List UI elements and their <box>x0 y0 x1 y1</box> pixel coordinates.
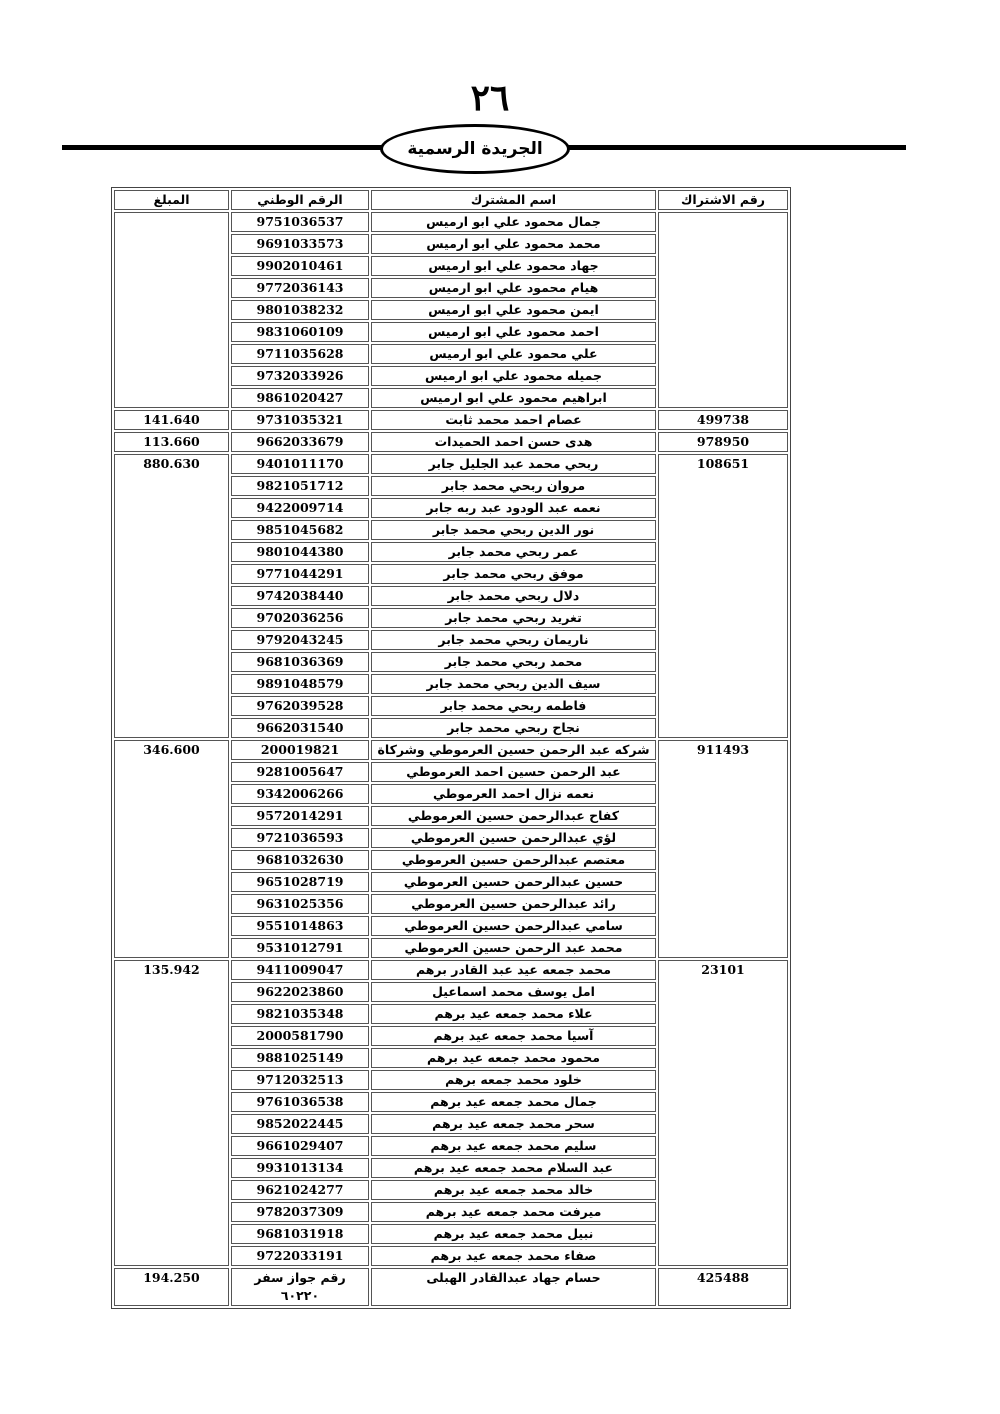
subscriber-name-cell: ايمن محمود علي ابو ارميس <box>371 300 656 320</box>
national-id-cell: 9771044291 <box>231 564 369 584</box>
national-id-cell: 9711035628 <box>231 344 369 364</box>
subscriber-name-cell: نبيل محمد جمعه عيد برهم <box>371 1224 656 1244</box>
subscriber-name-cell: حسين عبدالرحمن حسين العرموطي <box>371 872 656 892</box>
subscription-cell: 108651 <box>658 454 788 738</box>
national-id-cell: 9852022445 <box>231 1114 369 1134</box>
subscriber-name-cell: علاء محمد جمعه عيد برهم <box>371 1004 656 1024</box>
column-header-subscription: رقم الاشتراك <box>658 190 788 210</box>
subscriber-name-cell: ابراهيم محمود علي ابو ارميس <box>371 388 656 408</box>
subscriber-name-cell: نعمه نزال احمد العرموطي <box>371 784 656 804</box>
table-row <box>114 432 788 452</box>
national-id-cell: 200019821 <box>231 740 369 760</box>
subscriber-name-cell: حسام جهاد عبدالقادر الهبلى <box>371 1268 656 1306</box>
national-id-cell: 9721036593 <box>231 828 369 848</box>
subscriber-name-cell: سيف الدين ربحي محمد جابر <box>371 674 656 694</box>
subscriber-name-cell: نعمه عبد الودود عبد ربه جابر <box>371 498 656 518</box>
subscriber-name-cell: احمد محمود علي ابو ارميس <box>371 322 656 342</box>
subscriber-name-cell: مروان ربحي محمد جابر <box>371 476 656 496</box>
subscriber-name-cell: لؤي عبدالرحمن حسين العرموطي <box>371 828 656 848</box>
national-id-cell: 9792043245 <box>231 630 369 650</box>
table-body <box>114 212 788 1266</box>
page-number: ٢٦ <box>470 77 510 119</box>
national-id-cell: 9281005647 <box>231 762 369 782</box>
national-id-cell: 9691033573 <box>231 234 369 254</box>
subscriber-name-cell: نور الدين ربحي محمد جابر <box>371 520 656 540</box>
national-id-cell: 9551014863 <box>231 916 369 936</box>
national-id-cell: 9722033191 <box>231 1246 369 1266</box>
subscriber-name-cell: عصام احمد محمد ثابت <box>371 410 656 430</box>
subscriber-name-cell: آسيا محمد جمعه عيد برهم <box>371 1026 656 1046</box>
subscriber-name-cell: عبد الرحمن حسين احمد العرموطي <box>371 762 656 782</box>
subscription-cell <box>658 212 788 408</box>
national-id-cell: 9772036143 <box>231 278 369 298</box>
national-id-cell: 9931013134 <box>231 1158 369 1178</box>
subscriber-name-cell: خالد محمد جمعه عيد برهم <box>371 1180 656 1200</box>
national-id-cell: 9801044380 <box>231 542 369 562</box>
subscriber-name-cell: جميله محمود علي ابو ارميس <box>371 366 656 386</box>
subscriber-name-cell: كفاح عبدالرحمن حسين العرموطي <box>371 806 656 826</box>
subscriber-name-cell: امل يوسف محمد اسماعيل <box>371 982 656 1002</box>
national-id-cell: 9631025356 <box>231 894 369 914</box>
table-row <box>114 740 788 760</box>
national-id-cell: 9622023860 <box>231 982 369 1002</box>
national-id-cell: 9732033926 <box>231 366 369 386</box>
subscription-cell: 425488 <box>658 1268 788 1306</box>
amount-cell: 346.600 <box>114 740 229 958</box>
subscriber-name-cell: رائد عبدالرحمن حسين العرموطي <box>371 894 656 914</box>
subscriber-name-cell: عبد السلام محمد جمعه عيد برهم <box>371 1158 656 1178</box>
subscriber-name-cell: محمود محمد جمعه عيد برهم <box>371 1048 656 1068</box>
national-id-cell: 9742038440 <box>231 586 369 606</box>
national-id-cell: 9831060109 <box>231 322 369 342</box>
subscriber-name-cell: ربحي محمد عبد الجليل جابر <box>371 454 656 474</box>
national-id-cell: 9782037309 <box>231 1202 369 1222</box>
gazette-title: الجريدة الرسمية <box>407 139 543 159</box>
column-header-name: اسم المشترك <box>371 190 656 210</box>
subscriber-name-cell: معتصم عبدالرحمن حسين العرموطي <box>371 850 656 870</box>
passport-cell <box>231 1268 369 1306</box>
amount-cell: 194.250 <box>114 1268 229 1306</box>
table-last-section <box>114 1268 788 1306</box>
subscriber-name-cell: سامي عبدالرحمن حسين العرموطي <box>371 916 656 936</box>
subscriber-name-cell: سحر محمد جمعه عيد برهم <box>371 1114 656 1134</box>
national-id-cell: 9572014291 <box>231 806 369 826</box>
column-header-amount: المبلغ <box>114 190 229 210</box>
subscriber-name-cell: هيام محمود علي ابو ارميس <box>371 278 656 298</box>
subscriber-name-cell: محمد محمود علي ابو ارميس <box>371 234 656 254</box>
national-id-cell: 9881025149 <box>231 1048 369 1068</box>
national-id-cell: 9681032630 <box>231 850 369 870</box>
national-id-cell: 2000581790 <box>231 1026 369 1046</box>
national-id-cell: 9531012791 <box>231 938 369 958</box>
amount-cell: 135.942 <box>114 960 229 1266</box>
national-id-cell: 9751036537 <box>231 212 369 232</box>
subscriber-name-cell: جمال محمود علي ابو ارميس <box>371 212 656 232</box>
national-id-cell: 9422009714 <box>231 498 369 518</box>
national-id-cell: 9762039528 <box>231 696 369 716</box>
subscriber-name-cell: ناريمان ربحي محمد جابر <box>371 630 656 650</box>
national-id-cell: 9411009047 <box>231 960 369 980</box>
national-id-cell: 9681031918 <box>231 1224 369 1244</box>
subscriber-name-cell: خلود محمد جمعه برهم <box>371 1070 656 1090</box>
subscriber-name-cell: محمد عبد الرحمن حسين العرموطي <box>371 938 656 958</box>
national-id-cell: 9661029407 <box>231 1136 369 1156</box>
national-id-cell: 9902010461 <box>231 256 369 276</box>
national-id-cell: 9401011170 <box>231 454 369 474</box>
table-header-row <box>114 190 788 210</box>
subscription-cell: 978950 <box>658 432 788 452</box>
national-id-cell: 9731035321 <box>231 410 369 430</box>
table-row <box>114 454 788 474</box>
amount-cell <box>114 212 229 408</box>
subscriber-name-cell: عمر ربحي محمد جابر <box>371 542 656 562</box>
table-row <box>114 212 788 232</box>
passport-number: ٦٠٢٢٠ <box>280 1288 320 1303</box>
subscriber-name-cell: محمد جمعه عيد عبد القادر برهم <box>371 960 656 980</box>
national-id-cell: 9861020427 <box>231 388 369 408</box>
subscriber-name-cell: هدى حسن احمد الحميدات <box>371 432 656 452</box>
subscriber-name-cell: دلال ربحي محمد جابر <box>371 586 656 606</box>
subscription-cell: 499738 <box>658 410 788 430</box>
subscription-cell: 23101 <box>658 960 788 1266</box>
subscriber-name-cell: تغريد ربحي محمد جابر <box>371 608 656 628</box>
passport-label: رقم جواز سفر <box>254 1270 346 1285</box>
amount-cell: 141.640 <box>114 410 229 430</box>
national-id-cell: 9681036369 <box>231 652 369 672</box>
table-row <box>114 960 788 980</box>
national-id-cell: 9801038232 <box>231 300 369 320</box>
subscriber-name-cell: نجاح ربحي محمد جابر <box>371 718 656 738</box>
subscriber-name-cell: فاطمه ربحي محمد جابر <box>371 696 656 716</box>
national-id-cell: 9651028719 <box>231 872 369 892</box>
subscriber-name-cell: سليم محمد جمعه عيد برهم <box>371 1136 656 1156</box>
amount-cell: 880.630 <box>114 454 229 738</box>
national-id-cell: 9702036256 <box>231 608 369 628</box>
subscription-cell: 911493 <box>658 740 788 958</box>
subscriber-name-cell: علي محمود علي ابو ارميس <box>371 344 656 364</box>
subscriber-name-cell: شركه عبد الرحمن حسين العرموطي وشركاة <box>371 740 656 760</box>
subscriber-name-cell: جهاد محمود علي ابو ارميس <box>371 256 656 276</box>
national-id-cell: 9662033679 <box>231 432 369 452</box>
national-id-cell: 9851045682 <box>231 520 369 540</box>
table-row <box>114 1268 788 1306</box>
subscriber-name-cell: محمد ربحي محمد جابر <box>371 652 656 672</box>
subscriber-name-cell: جمال محمد جمعه عيد برهم <box>371 1092 656 1112</box>
subscriber-name-cell: موفق ربحي محمد جابر <box>371 564 656 584</box>
subscribers-table <box>111 187 791 1309</box>
national-id-cell: 9891048579 <box>231 674 369 694</box>
table-row <box>114 410 788 430</box>
subscriber-name-cell: ميرفت محمد جمعه عيد برهم <box>371 1202 656 1222</box>
column-header-national-id: الرقم الوطني <box>231 190 369 210</box>
national-id-cell: 9821035348 <box>231 1004 369 1024</box>
subscriber-name-cell: صفاء محمد جمعه عيد برهم <box>371 1246 656 1266</box>
national-id-cell: 9621024277 <box>231 1180 369 1200</box>
national-id-cell: 9662031540 <box>231 718 369 738</box>
national-id-cell: 9821051712 <box>231 476 369 496</box>
national-id-cell: 9712032513 <box>231 1070 369 1090</box>
national-id-cell: 9761036538 <box>231 1092 369 1112</box>
amount-cell: 113.660 <box>114 432 229 452</box>
national-id-cell: 9342006266 <box>231 784 369 804</box>
